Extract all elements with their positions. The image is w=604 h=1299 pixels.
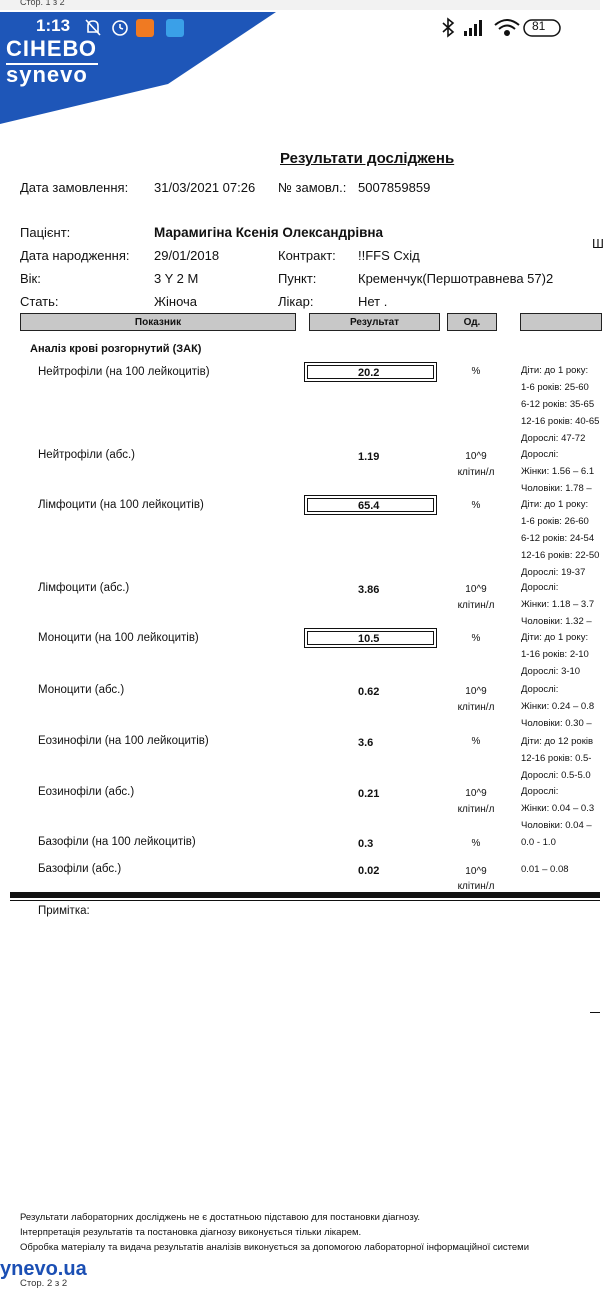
footer-disclaimer-1: Результати лабораторних досліджень не є достатньою підставою для постановки діагнозу.: [20, 1212, 421, 1223]
status-time: 1:13: [36, 16, 71, 35]
table-row-result: 3.86: [358, 584, 380, 596]
table-row-unit: %: [471, 366, 481, 377]
order-date-value: 31/03/2021 07:26: [154, 180, 256, 195]
table-row-unit: 10^9: [465, 866, 487, 877]
order-date-label: Дата замовлення:: [20, 180, 129, 195]
table-row-reference: 0.0 - 1.0: [521, 837, 556, 848]
signature-dash: [590, 1012, 600, 1013]
contract-label: Контракт:: [278, 248, 336, 263]
signal-icon: [464, 20, 482, 36]
table-row-reference: Дорослі: Жінки: 0.24 – 0.8 Чоловіки: 0.30 –: [521, 684, 595, 729]
header-unit: Од.: [447, 313, 497, 331]
table-row-reference: Діти: до 1 року: 1-6 років: 25-60 6-12 років: 35-65 12-16 років: 40-65 Дорослі: 47-72: [521, 365, 600, 444]
app-notification-icon-2: [166, 19, 184, 37]
table-row-result: 3.6: [358, 737, 374, 749]
table-row-reference: Діти: до 1 року: 1-16 років: 2-10 Дорослі: 3-10: [521, 632, 589, 677]
table-row-unit: %: [471, 736, 481, 747]
alarm-icon: [113, 21, 127, 35]
header-reference: [520, 313, 602, 331]
table-row-unit-suffix: клітин/л: [457, 702, 495, 713]
footer-website: ynevo.ua: [0, 1258, 87, 1280]
table-row-unit: 10^9: [465, 584, 487, 595]
footer-disclaimer-2: Інтерпретація результатів та постановка діагнозу виконується тільки лікарем.: [20, 1227, 362, 1238]
status-notification-icons: [84, 18, 194, 38]
table-row-reference: Діти: до 12 років 12-16 років: 0.5- Дорослі: 0.5-5.0: [521, 736, 594, 781]
patient-name: Марамигіна Ксенія Олександрівна: [154, 225, 384, 240]
table-row-name: Моноцити (абс.): [38, 684, 125, 696]
battery-level: 81: [532, 19, 546, 33]
table-row-result: 65.4: [358, 500, 380, 512]
page-number: Стор. 2 з 2: [20, 1278, 68, 1289]
table-row-unit-suffix: клітин/л: [457, 600, 495, 611]
table-row-name: Моноцити (на 100 лейкоцитів): [38, 632, 199, 644]
point-value: Кременчук(Першотравнева 57)2: [358, 271, 554, 286]
table-row-name: Базофіли (на 100 лейкоцитів): [38, 836, 196, 848]
table-row-name: Лімфоцити (абс.): [38, 582, 130, 594]
table-row-result: 10.5: [358, 633, 380, 645]
table-row-unit-suffix: клітин/л: [457, 467, 495, 478]
table-row-reference: Дорослі: Жінки: 1.56 – 6.1 Чоловіки: 1.78 –: [521, 449, 595, 494]
cut-letter: Ш: [592, 236, 604, 251]
table-row-unit: %: [471, 633, 481, 644]
birth-date-label: Дата народження:: [20, 248, 130, 263]
bluetooth-icon: [443, 19, 453, 36]
table-row-reference: Дорослі: Жінки: 0.04 – 0.3 Чоловіки: 0.04 –: [521, 786, 595, 831]
page-title: Результати досліджень: [280, 150, 455, 167]
logo-text-latin: synevo: [6, 62, 88, 87]
status-system-icons: [440, 17, 570, 39]
logo-text-cyrillic: СІНЕВО: [6, 36, 98, 61]
section-title: Аналіз крові розгорнутий (ЗАК): [30, 343, 202, 355]
table-row-result: 20.2: [358, 367, 380, 379]
wifi-icon: [495, 20, 519, 35]
order-number-label: № замовл.:: [278, 180, 347, 195]
table-row-name: Нейтрофіли (абс.): [38, 449, 135, 461]
sex-value: Жіноча: [154, 294, 198, 309]
order-number-value: 5007859859: [358, 180, 431, 195]
table-row-result: 1.19: [358, 451, 380, 463]
table-row-name: Базофіли (абс.): [38, 863, 122, 875]
contract-value: !!FFS Схід: [358, 248, 420, 263]
header-result: Результат: [309, 313, 440, 331]
table-row-reference: 0.01 – 0.08: [521, 864, 569, 875]
header-indicator: Показник: [20, 313, 296, 331]
table-row-reference: Дорослі: Жінки: 1.18 – 3.7 Чоловіки: 1.32 –: [521, 582, 595, 627]
table-end-divider: [10, 892, 600, 898]
table-row-name: Еозинофіли (на 100 лейкоцитів): [38, 735, 209, 747]
table-end-divider-thin: [10, 900, 600, 901]
table-row-unit-suffix: клітин/л: [457, 804, 495, 815]
table-row-name: Лімфоцити (на 100 лейкоцитів): [38, 499, 204, 511]
page-top-label: Стор. 1 з 2: [20, 0, 65, 7]
birth-date-value: 29/01/2018: [154, 248, 220, 263]
table-row-unit: 10^9: [465, 686, 487, 697]
doctor-value: Нет .: [358, 294, 388, 309]
table-row-reference: Діти: до 1 року: 1-6 років: 26-60 6-12 років: 24-54 12-16 років: 22-50 Дорослі: 19-37: [521, 499, 600, 578]
app-notification-icon: [136, 19, 154, 37]
table-row-result: 0.62: [358, 686, 380, 698]
point-label: Пункт:: [278, 271, 317, 286]
patient-label: Пацієнт:: [20, 225, 71, 240]
sex-label: Стать:: [20, 294, 59, 309]
table-row-result: 0.21: [358, 788, 380, 800]
table-row-unit: %: [471, 838, 481, 849]
table-row-name: Еозинофіли (абс.): [38, 786, 135, 798]
doctor-label: Лікар:: [278, 294, 314, 309]
table-row-unit: 10^9: [465, 788, 487, 799]
mute-icon: [86, 20, 100, 35]
note-label: Примітка:: [38, 905, 90, 917]
table-row-unit-suffix: клітин/л: [457, 881, 495, 892]
table-row-result: 0.02: [358, 865, 380, 877]
footer-disclaimer-3: Обробка матеріалу та видача результатів аналізів виконується за допомогою лабораторної інформаційної системи: [20, 1242, 530, 1253]
age-value: 3 Y 2 M: [154, 271, 199, 286]
table-row-name: Нейтрофіли (на 100 лейкоцитів): [38, 366, 210, 378]
table-row-result: 0.3: [358, 838, 374, 850]
table-row-unit: %: [471, 500, 481, 511]
table-row-unit: 10^9: [465, 451, 487, 462]
age-label: Вік:: [20, 271, 41, 286]
